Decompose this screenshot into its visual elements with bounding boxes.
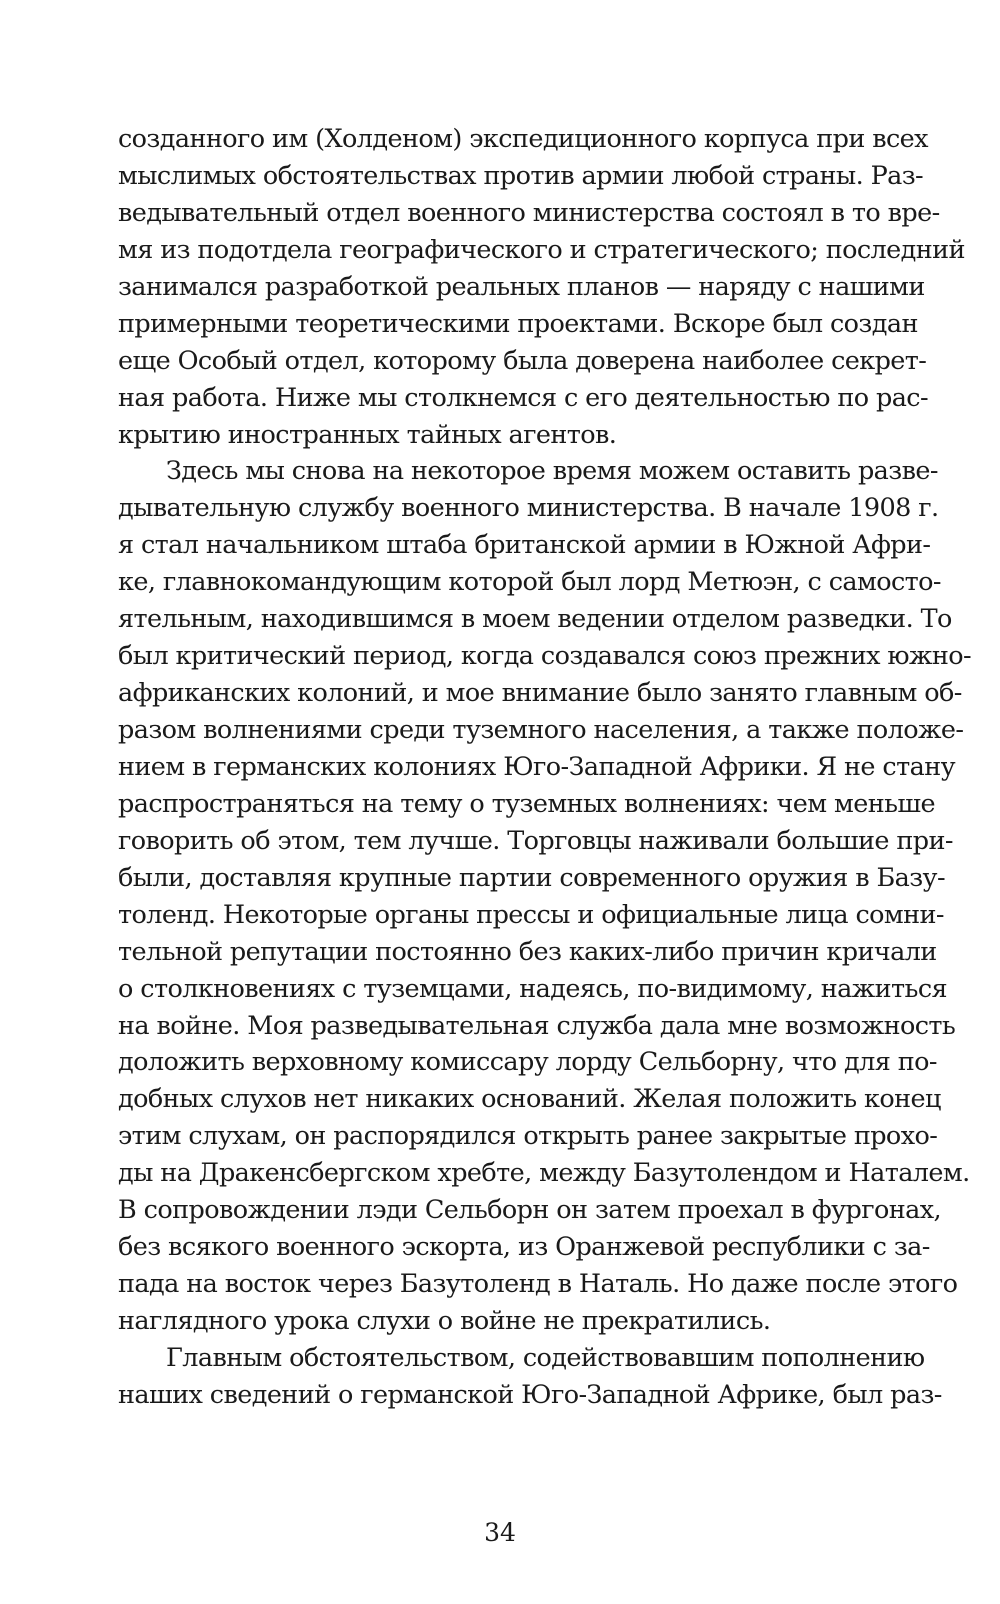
- paragraph: [118, 453, 972, 1340]
- text-line: доложить верховному комиссару лорду Сельборну, что для по-: [118, 1047, 937, 1078]
- text-line: толенд. Некоторые органы прессы и официальные лица сомни-: [118, 899, 944, 930]
- text-line: Здесь мы снова на некоторое время можем оставить разве-: [166, 456, 938, 487]
- paragraph: [118, 121, 965, 453]
- text-line: еще Особый отдел, которому была доверена наиболее секрет-: [118, 345, 927, 376]
- text-line: без всякого военного эскорта, из Оранжевой республики с за-: [118, 1232, 930, 1263]
- text-line: ятельным, находившимся в моем ведении отделом разведки. То: [118, 604, 952, 635]
- text-line: я стал начальником штаба британской армии в Южной Афри-: [118, 530, 931, 561]
- text-line: добных слухов нет никаких оснований. Желая положить конец: [118, 1084, 941, 1115]
- text-line: крытию иностранных тайных агентов.: [118, 419, 617, 450]
- text-line: ведывательный отдел военного министерства состоял в то вре-: [118, 197, 940, 228]
- text-line: занимался разработкой реальных планов — наряду с нашими: [118, 271, 925, 302]
- text-line: говорить об этом, тем лучше. Торговцы наживали большие при-: [118, 825, 953, 856]
- text-line: В сопровождении лэди Сельборн он затем проехал в фургонах,: [118, 1195, 941, 1226]
- text-line: примерными теоретическими проектами. Вскоре был создан: [118, 308, 918, 339]
- text-line: нием в германских колониях Юго-Западной Африки. Я не стану: [118, 751, 956, 782]
- text-line: дывательную службу военного министерства. В начале 1908 г.: [118, 493, 939, 524]
- text-line: этим слухам, он распорядился открыть ранее закрытые прохо-: [118, 1121, 938, 1152]
- text-line: ная работа. Ниже мы столкнемся с его деятельностью по рас-: [118, 382, 929, 413]
- text-line: разом волнениями среди туземного населения, а также положе-: [118, 715, 964, 745]
- text-line: на войне. Моя разведывательная служба дала мне возможность: [118, 1010, 956, 1041]
- text-line: был критический период, когда создавался союз прежних южно-: [118, 641, 972, 672]
- text-line: африканских колоний, и мое внимание было занято главным об-: [118, 678, 962, 709]
- text-line: наглядного урока слухи о войне не прекратились.: [118, 1306, 771, 1336]
- page-number: 34: [484, 1518, 516, 1547]
- text-line: мыслимых обстоятельствах против армии любой страны. Раз-: [118, 160, 924, 191]
- text-line: наших сведений о германской Юго-Западной Африке, был раз-: [118, 1379, 942, 1410]
- text-line: созданного им (Холденом) экспедиционного корпуса при всех: [118, 124, 928, 154]
- text-line: пада на восток через Базутоленд в Наталь. Но даже после этого: [118, 1269, 958, 1300]
- text-line: ды на Дракенсбергском хребте, между Базутолендом и Наталем.: [118, 1158, 970, 1189]
- text-line: о столкновениях с туземцами, надеясь, по-видимому, нажиться: [118, 973, 947, 1004]
- paragraph: [118, 1340, 942, 1414]
- text-line: ке, главнокомандующим которой был лорд Метюэн, с самосто-: [118, 567, 941, 598]
- text-line: тельной репутации постоянно без каких-либо причин кричали: [118, 936, 937, 967]
- text-line: были, доставляя крупные партии современного оружия в Базу-: [118, 862, 945, 893]
- text-line: мя из подотдела географического и стратегического; последний: [118, 234, 965, 265]
- text-line: распространяться на тему о туземных волнениях: чем меньше: [118, 788, 936, 819]
- text-line: Главным обстоятельством, содействовавшим пополнению: [166, 1342, 925, 1373]
- body-text: [118, 121, 972, 1414]
